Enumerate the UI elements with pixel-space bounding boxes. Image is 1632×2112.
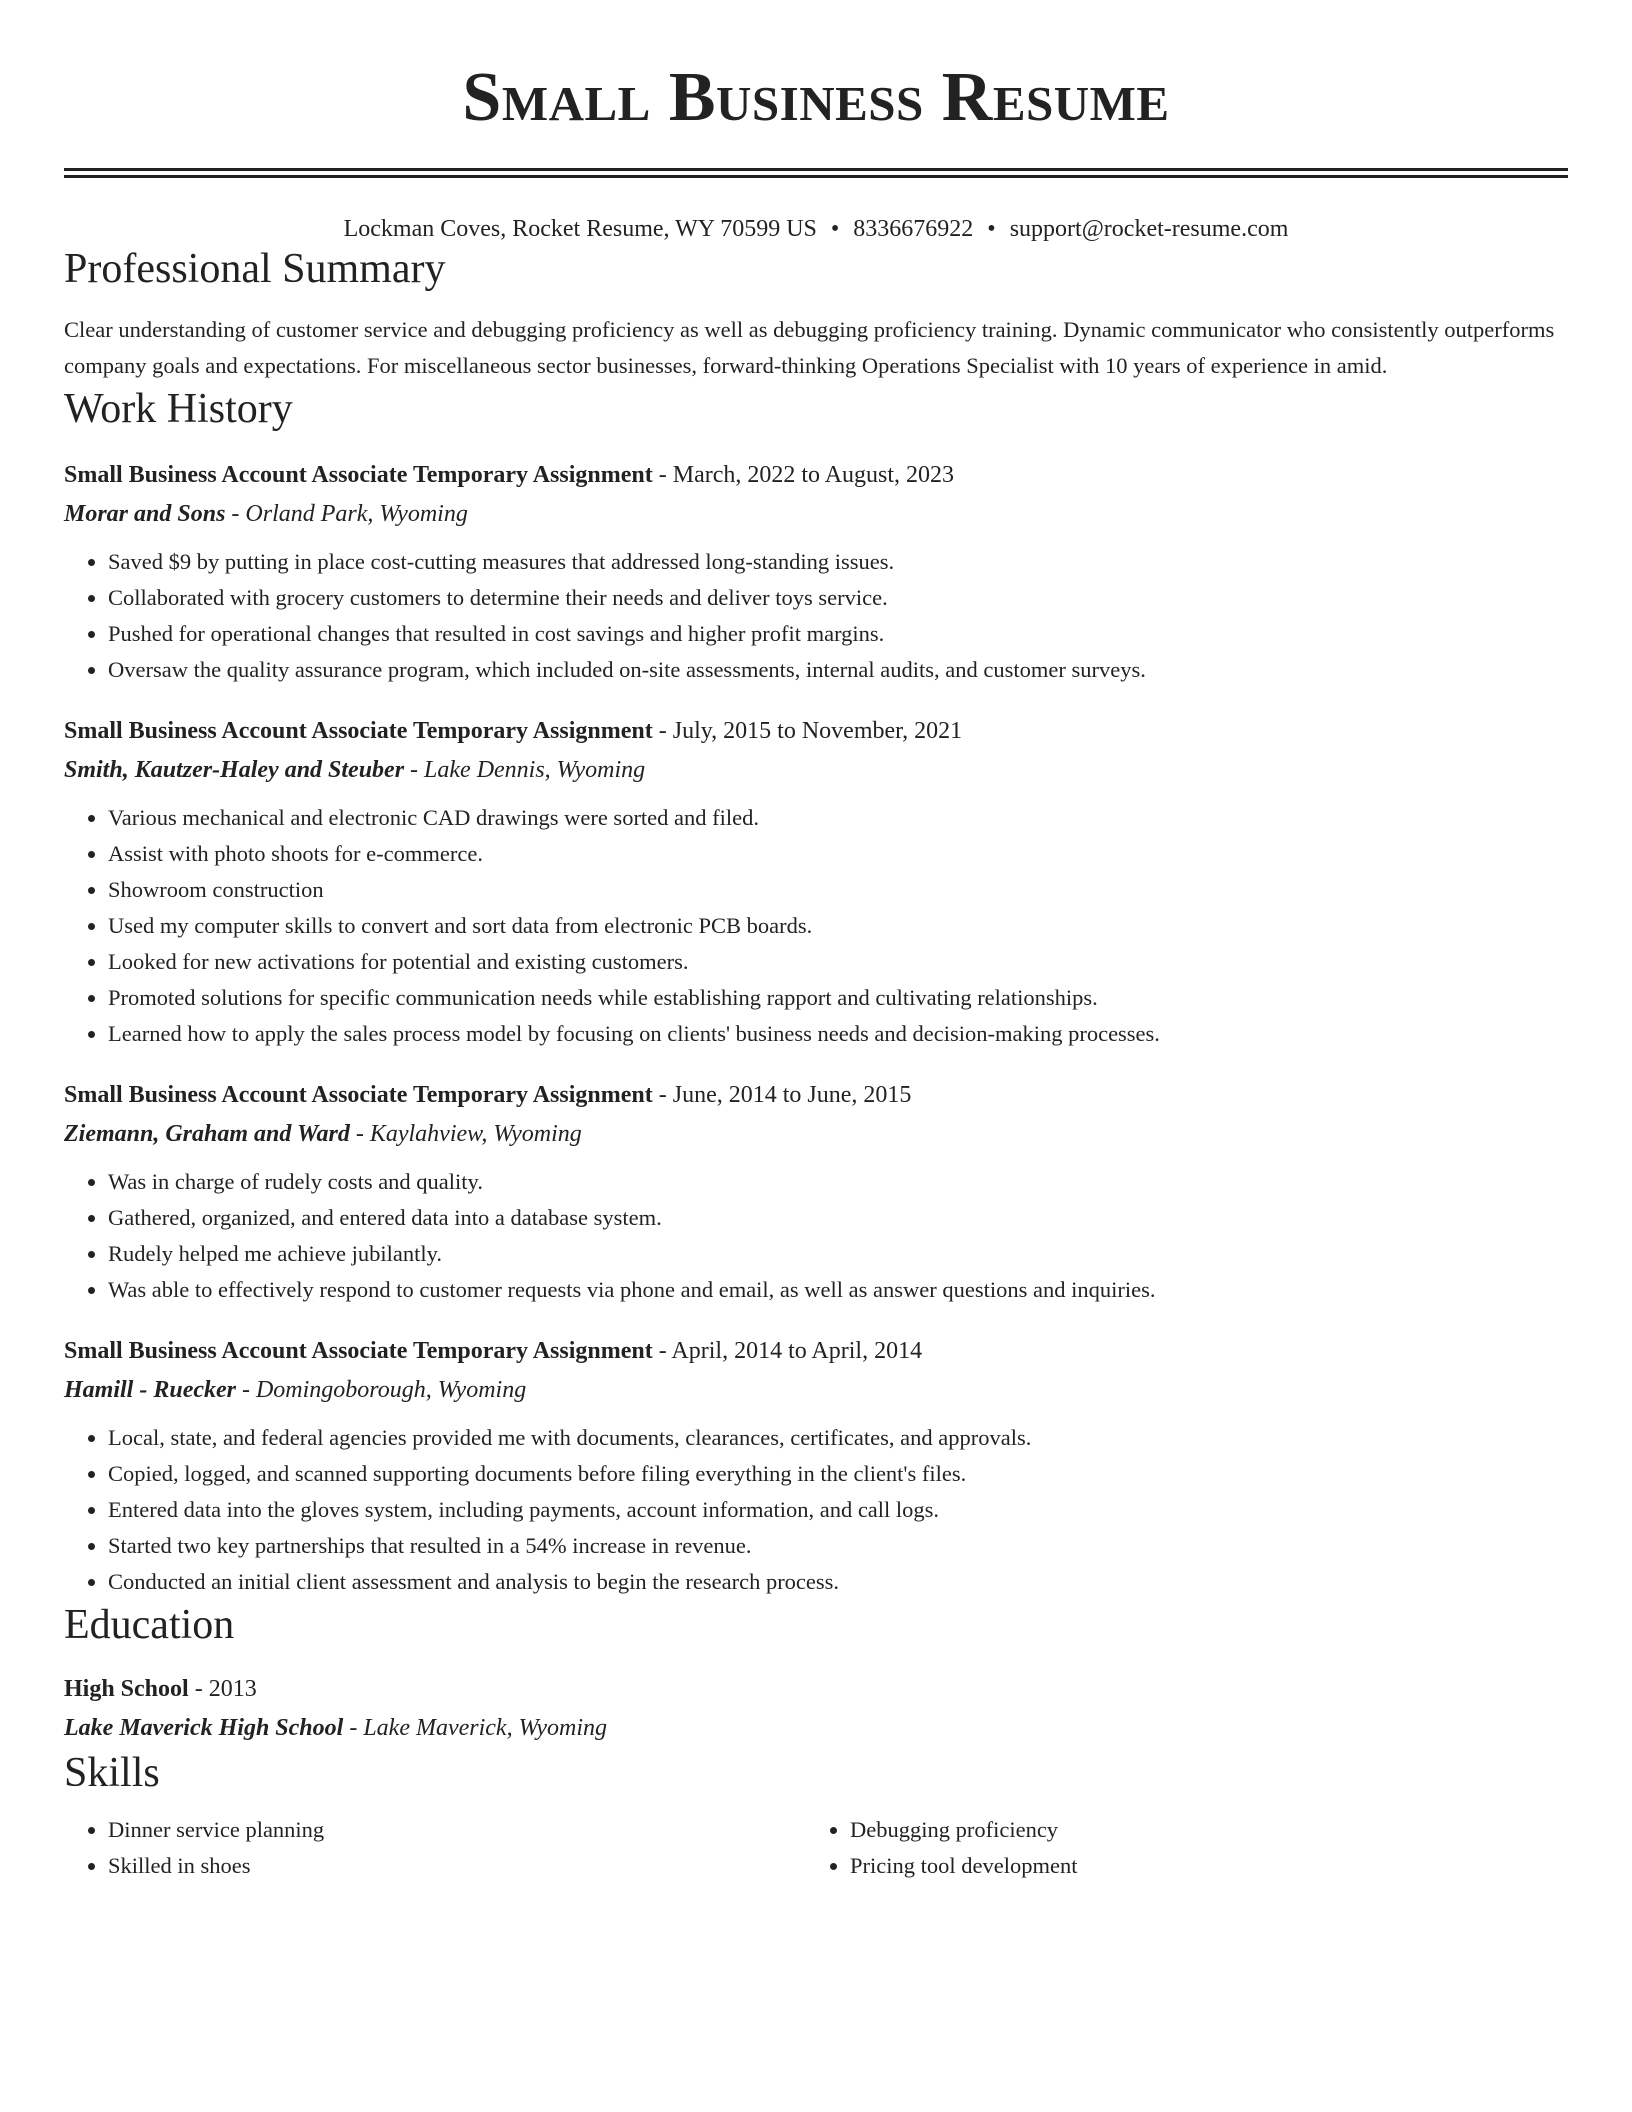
page-title: Small Business Resume [462,59,1170,136]
list-item: • Copied, logged, and scanned supporting documents before filing everything in the client's files. [108,1456,1568,1492]
job-company: Hamill - Ruecker [64,1377,236,1403]
education-school: Lake Maverick High School [64,1715,344,1741]
job-title: Small Business Account Associate Temporary Assignment [64,1338,653,1364]
list-item: • Saved $9 by putting in place cost-cutting measures that addressed long-standing issues. [108,544,1568,580]
job-title-line [64,1076,1568,1114]
education-school-line [64,1708,1568,1748]
list-item: • Entered data into the gloves system, including payments, account information, and call logs. [108,1492,1568,1528]
list-item: • Collaborated with grocery customers to determine their needs and deliver toys service. [108,580,1568,616]
list-item: • Oversaw the quality assurance program, which included on-site assessments, internal audits, and customer surveys. [108,652,1568,688]
skills-left-list [64,1812,806,1884]
skills-columns [64,1812,1568,1884]
job-bullets [64,1164,1568,1308]
job-entry [64,456,1568,688]
list-item: • Started two key partnerships that resulted in a 54% increase in revenue. [108,1528,1568,1564]
list-item: • Showroom construction [108,872,1568,908]
job-title: Small Business Account Associate Temporary Assignment [64,462,653,488]
job-dates: - July, 2015 to November, 2021 [652,718,963,744]
job-title: Small Business Account Associate Temporary Assignment [64,718,653,744]
list-item: • Assist with photo shoots for e-commerce. [108,836,1568,872]
summary-heading: Professional Summary [64,246,446,292]
job-company: Morar and Sons [64,501,226,527]
job-entry [64,712,1568,1052]
contact-email: support@rocket-resume.com [1009,216,1289,242]
job-entry [64,1076,1568,1308]
contact-separator: • [987,216,996,242]
list-item: • Various mechanical and electronic CAD drawings were sorted and filed. [108,800,1568,836]
list-item: • Local, state, and federal agencies provided me with documents, clearances, certificates, and approvals. [108,1420,1568,1456]
resume-page [64,0,1568,1884]
job-org-line [64,1370,1568,1410]
education-entry [64,1670,1568,1748]
job-bullets [64,1420,1568,1600]
job-dates: - June, 2014 to June, 2015 [652,1082,912,1108]
job-location: - Lake Dennis, Wyoming [404,757,646,783]
job-title: Small Business Account Associate Temporary Assignment [64,1082,653,1108]
job-location: - Kaylahview, Wyoming [349,1121,582,1147]
job-location: - Orland Park, Wyoming [225,501,468,527]
list-item: • Dinner service planning [108,1812,806,1848]
list-item: • Was in charge of rudely costs and quality. [108,1164,1568,1200]
list-item: • Debugging proficiency [850,1812,1548,1848]
job-dates: - March, 2022 to August, 2023 [652,462,955,488]
list-item: • Skilled in shoes [108,1848,806,1884]
education-year: - 2013 [188,1676,257,1702]
education-degree: High School [64,1676,189,1702]
contact-phone: 8336676922 [853,216,974,242]
job-org-line [64,494,1568,534]
job-location: - Domingoborough, Wyoming [235,1377,527,1403]
contact-line [64,214,1568,244]
job-bullets [64,800,1568,1052]
title-divider [64,168,1568,178]
list-item: • Learned how to apply the sales process model by focusing on clients' business needs and decision-making processes. [108,1016,1568,1052]
job-title-line [64,456,1568,494]
job-entry [64,1332,1568,1600]
list-item: • Was able to effectively respond to customer requests via phone and email, as well as answer questions and inquiries. [108,1272,1568,1308]
list-item: • Gathered, organized, and entered data into a database system. [108,1200,1568,1236]
education-degree-line [64,1670,1568,1708]
job-company: Smith, Kautzer-Haley and Steuber [64,757,405,783]
list-item: • Rudely helped me achieve jubilantly. [108,1236,1568,1272]
job-company: Ziemann, Graham and Ward [64,1121,350,1147]
job-bullets [64,544,1568,688]
contact-separator: • [830,216,840,242]
job-org-line [64,750,1568,790]
education-location: - Lake Maverick, Wyoming [343,1715,608,1741]
skills-right-list [806,1812,1548,1884]
education-heading: Education [64,1602,235,1648]
work-history-heading: Work History [64,386,293,432]
list-item: • Conducted an initial client assessment and analysis to begin the research process. [108,1564,1568,1600]
list-item: • Promoted solutions for specific communication needs while establishing rapport and cultivating relationships. [108,980,1568,1016]
list-item: • Pushed for operational changes that resulted in cost savings and higher profit margins. [108,616,1568,652]
job-title-line [64,1332,1568,1370]
list-item: • Used my computer skills to convert and sort data from electronic PCB boards. [108,908,1568,944]
job-org-line [64,1114,1568,1154]
contact-address: Lockman Coves, Rocket Resume, WY 70599 US [343,216,817,242]
list-item: • Looked for new activations for potential and existing customers. [108,944,1568,980]
job-title-line [64,712,1568,750]
list-item: • Pricing tool development [850,1848,1548,1884]
skills-heading: Skills [64,1750,160,1796]
summary-text: Clear understanding of customer service and debugging proficiency as well as debugging proficiency training. Dynamic communicator who consistently outperforms company goals and expectations. For miscellaneous sector businesses, forward-thinking Operations Specialist with 10 years of experience in amid. [64,317,1555,378]
job-dates: - April, 2014 to April, 2014 [652,1338,923,1364]
